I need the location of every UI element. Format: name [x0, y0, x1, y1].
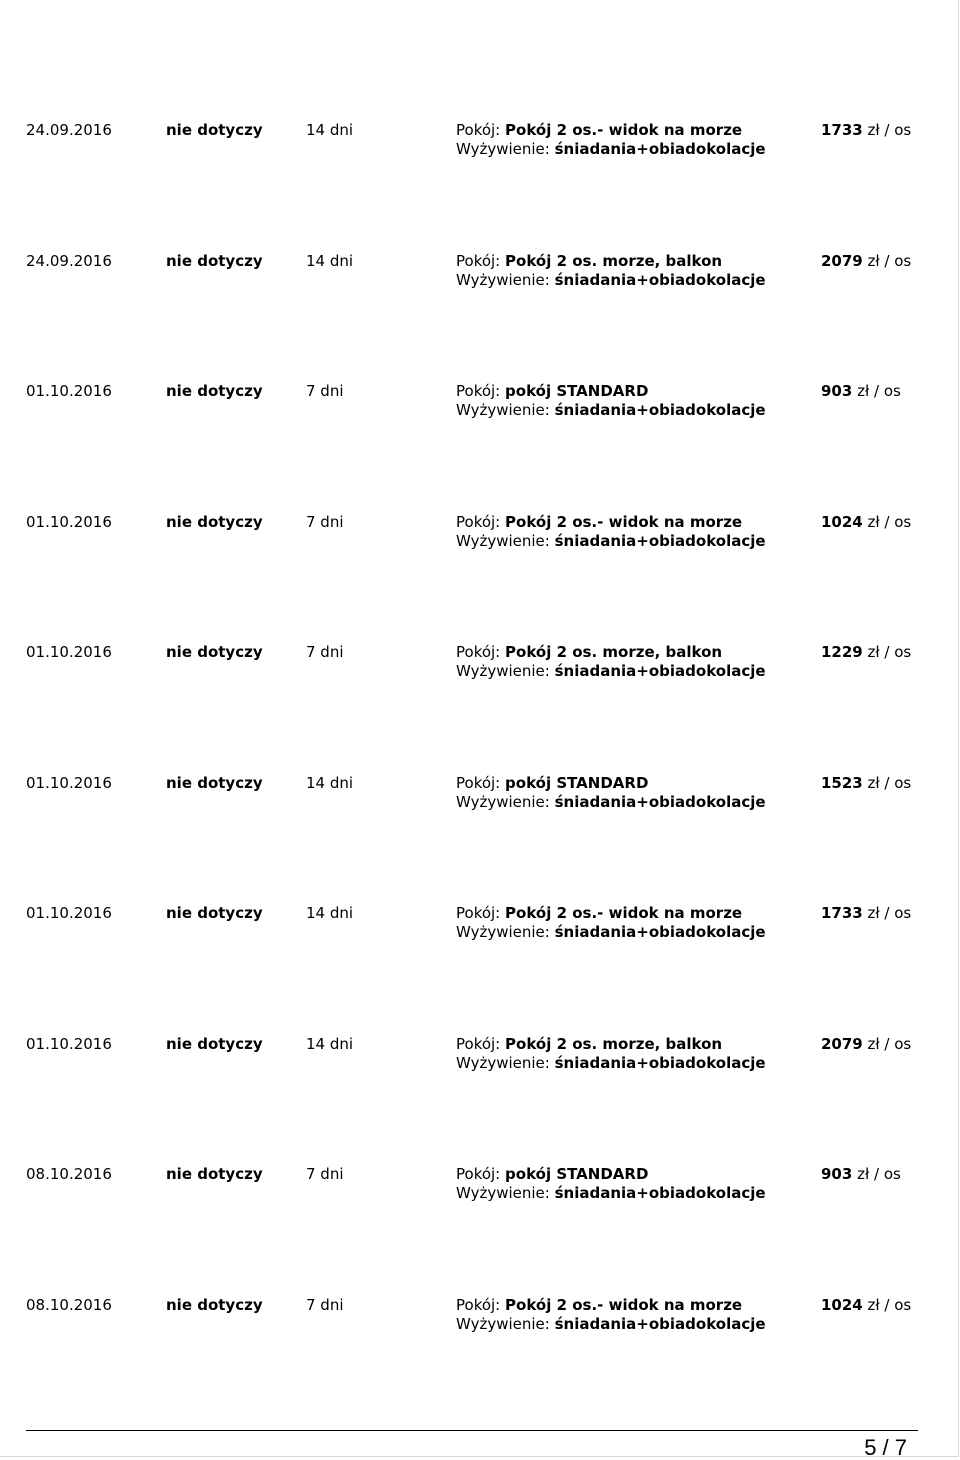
offer-row: [0, 774, 960, 905]
room-label: Pokój:: [456, 1295, 501, 1314]
offer-details: [456, 382, 766, 420]
offer-date: 08.10.2016: [26, 1165, 112, 1183]
offer-date: 01.10.2016: [26, 1034, 112, 1053]
board-label: Wyżywienie:: [456, 401, 550, 419]
board-type: śniadania+obiadokolacje: [554, 923, 766, 941]
offer-details: [456, 1035, 766, 1073]
price-value: 1024: [821, 1295, 863, 1314]
offer-duration: 7 dni: [306, 643, 344, 661]
room-label: Pokój:: [456, 512, 501, 531]
offer-price: [821, 252, 911, 271]
price-value: 1024: [821, 512, 863, 531]
offer-row: [0, 1296, 960, 1427]
price-unit: zł / os: [867, 904, 912, 922]
offer-row: [0, 382, 960, 513]
offer-price: [821, 1035, 911, 1054]
room-label: Pokój:: [456, 1165, 501, 1183]
footer-rule: [26, 1430, 918, 1431]
page-number: 5 / 7: [864, 1435, 907, 1460]
board-label: Wyżywienie:: [456, 662, 550, 680]
offer-price: [821, 1165, 901, 1184]
room-label: Pokój:: [456, 251, 501, 270]
offer-status: nie dotyczy: [166, 382, 263, 400]
room-label: Pokój:: [456, 773, 501, 792]
room-type: pokój STANDARD: [505, 382, 649, 400]
offer-duration: 7 dni: [306, 1295, 344, 1314]
offer-duration: 7 dni: [306, 382, 344, 400]
price-value: 1733: [821, 904, 863, 922]
price-unit: zł / os: [867, 512, 912, 531]
offer-status: nie dotyczy: [166, 121, 263, 139]
room-type: Pokój 2 os.- widok na morze: [505, 904, 743, 922]
board-label: Wyżywienie:: [456, 923, 550, 941]
offer-date: 01.10.2016: [26, 512, 112, 531]
offer-date: 24.09.2016: [26, 121, 112, 139]
room-label: Pokój:: [456, 643, 501, 661]
price-value: 903: [821, 1165, 853, 1183]
room-label: Pokój:: [456, 1034, 501, 1053]
offer-details: [456, 1165, 766, 1203]
offer-status: nie dotyczy: [166, 512, 263, 531]
room-type: Pokój 2 os.- widok na morze: [505, 512, 743, 531]
price-unit: zł / os: [867, 773, 912, 792]
offer-price: [821, 643, 911, 662]
board-label: Wyżywienie:: [456, 1314, 550, 1333]
offer-price: [821, 904, 911, 923]
price-value: 2079: [821, 251, 863, 270]
offer-row: [0, 904, 960, 1035]
price-unit: zł / os: [867, 251, 912, 270]
offer-row: [0, 643, 960, 774]
offer-status: nie dotyczy: [166, 643, 263, 661]
board-label: Wyżywienie:: [456, 792, 550, 811]
room-type: Pokój 2 os. morze, balkon: [505, 251, 723, 270]
offer-status: nie dotyczy: [166, 1034, 263, 1053]
room-type: pokój STANDARD: [505, 1165, 649, 1183]
board-label: Wyżywienie:: [456, 270, 550, 289]
offer-duration: 14 dni: [306, 773, 354, 792]
offer-date: 01.10.2016: [26, 382, 112, 400]
offer-details: [456, 121, 766, 159]
offer-date: 01.10.2016: [26, 904, 112, 922]
offer-date: 08.10.2016: [26, 1295, 112, 1314]
price-value: 1523: [821, 773, 863, 792]
price-value: 1229: [821, 643, 863, 661]
price-unit: zł / os: [857, 1165, 901, 1183]
price-unit: zł / os: [867, 121, 912, 139]
board-label: Wyżywienie:: [456, 140, 550, 158]
offer-date: 01.10.2016: [26, 773, 112, 792]
offer-status: nie dotyczy: [166, 1165, 263, 1183]
board-label: Wyżywienie:: [456, 1053, 550, 1072]
room-type: Pokój 2 os. morze, balkon: [505, 643, 723, 661]
offer-status: nie dotyczy: [166, 904, 263, 922]
price-value: 903: [821, 382, 853, 400]
offer-row: [0, 1165, 960, 1296]
offer-list: [0, 121, 960, 1426]
board-type: śniadania+obiadokolacje: [554, 792, 766, 811]
offer-status: nie dotyczy: [166, 1295, 263, 1314]
board-label: Wyżywienie:: [456, 531, 550, 550]
offer-duration: 7 dni: [306, 1165, 344, 1183]
offer-price: [821, 1296, 911, 1315]
room-type: Pokój 2 os. morze, balkon: [505, 1034, 723, 1053]
offer-details: [456, 643, 766, 681]
offer-price: [821, 121, 911, 140]
price-unit: zł / os: [867, 1034, 912, 1053]
offer-price: [821, 774, 911, 793]
offer-row: [0, 1035, 960, 1166]
board-type: śniadania+obiadokolacje: [554, 270, 766, 289]
price-unit: zł / os: [867, 643, 912, 661]
offer-duration: 14 dni: [306, 121, 354, 139]
offer-row: [0, 252, 960, 383]
offer-status: nie dotyczy: [166, 773, 263, 792]
offer-details: [456, 904, 766, 942]
offer-row: [0, 121, 960, 252]
offer-duration: 14 dni: [306, 904, 354, 922]
offer-status: nie dotyczy: [166, 251, 263, 270]
offer-price: [821, 382, 901, 401]
offer-details: [456, 1296, 766, 1334]
room-label: Pokój:: [456, 121, 501, 139]
room-type: Pokój 2 os.- widok na morze: [505, 1295, 743, 1314]
price-value: 1733: [821, 121, 863, 139]
board-type: śniadania+obiadokolacje: [554, 140, 766, 158]
board-type: śniadania+obiadokolacje: [554, 401, 766, 419]
board-label: Wyżywienie:: [456, 1184, 550, 1202]
room-label: Pokój:: [456, 382, 501, 400]
offer-duration: 7 dni: [306, 512, 344, 531]
offer-details: [456, 252, 766, 290]
offer-price: [821, 513, 911, 532]
price-unit: zł / os: [867, 1295, 912, 1314]
offer-duration: 14 dni: [306, 251, 354, 270]
board-type: śniadania+obiadokolacje: [554, 662, 766, 680]
room-label: Pokój:: [456, 904, 501, 922]
board-type: śniadania+obiadokolacje: [554, 1314, 766, 1333]
offer-details: [456, 513, 766, 551]
board-type: śniadania+obiadokolacje: [554, 1053, 766, 1072]
board-type: śniadania+obiadokolacje: [554, 1184, 766, 1202]
offer-details: [456, 774, 766, 812]
offer-duration: 14 dni: [306, 1034, 354, 1053]
offer-date: 01.10.2016: [26, 643, 112, 661]
price-unit: zł / os: [857, 382, 901, 400]
offer-date: 24.09.2016: [26, 251, 112, 270]
room-type: Pokój 2 os.- widok na morze: [505, 121, 743, 139]
board-type: śniadania+obiadokolacje: [554, 531, 766, 550]
price-value: 2079: [821, 1034, 863, 1053]
offer-row: [0, 513, 960, 644]
room-type: pokój STANDARD: [505, 773, 649, 792]
